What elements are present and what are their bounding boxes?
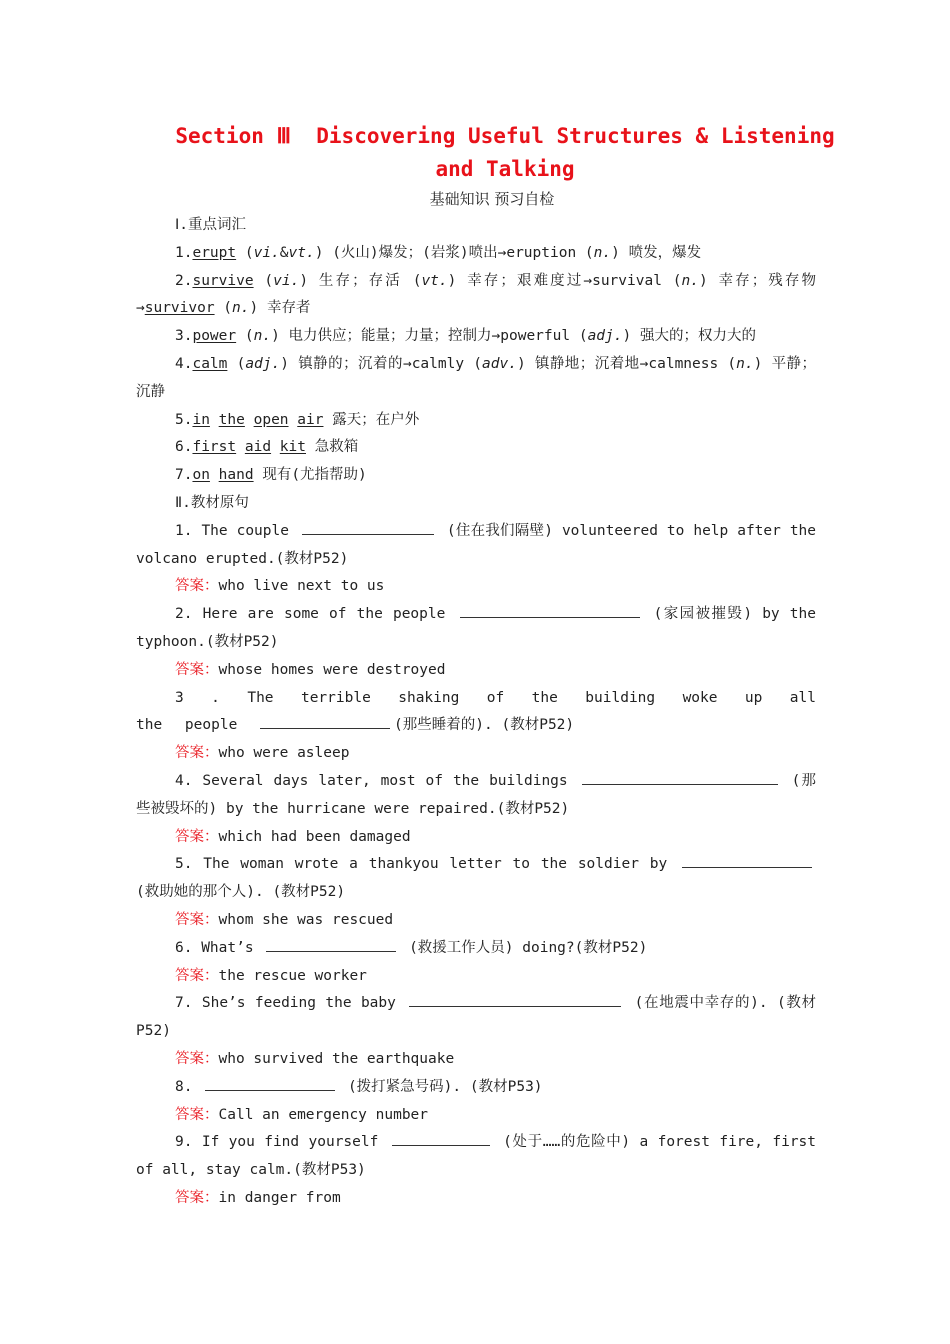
- vocab-meaning: 镇静地；沉着地→calmness: [534, 355, 719, 372]
- sentence-hint: (救援工作人员): [409, 939, 514, 956]
- answer-blank[interactable]: [582, 770, 778, 785]
- vocab-meaning: 幸存者: [266, 300, 311, 317]
- answer-label: 答案：: [175, 745, 219, 762]
- answer-line: [136, 907, 816, 935]
- phrase-word: hand: [218, 467, 254, 484]
- answer-text: who survived the earthquake: [218, 1050, 455, 1067]
- part-of-speech: adj.: [245, 355, 281, 372]
- sentence-hint: (在地震中幸存的).: [634, 995, 768, 1012]
- item-number: 7.: [175, 467, 193, 484]
- part-of-speech: n.: [253, 328, 272, 345]
- item-number: 5.: [175, 856, 193, 873]
- sentence-before: The couple: [201, 522, 289, 539]
- answer-label: 答案：: [175, 1189, 219, 1206]
- sentence-after: doing?(教材P52): [522, 939, 648, 956]
- sentence-item: [136, 768, 816, 824]
- vocab-word: calm: [192, 355, 228, 372]
- phrase-word: in: [192, 411, 210, 428]
- item-number: 2.: [175, 272, 193, 289]
- sentence-after: by the hurricane were repaired.(教材P52): [225, 800, 570, 817]
- item-number: 4.: [175, 355, 193, 372]
- answer-label: 答案：: [175, 661, 219, 678]
- vocab-word: erupt: [192, 244, 237, 261]
- sentence-item: [136, 685, 816, 741]
- sentence-before: She’s feeding the baby: [201, 995, 396, 1012]
- answer-label: 答案：: [175, 911, 219, 928]
- item-number: 1.: [175, 244, 193, 261]
- vocab-word: survive: [192, 272, 254, 289]
- section-title-line2: and Talking: [435, 157, 575, 181]
- item-number: 5.: [175, 411, 193, 428]
- phrase-word: the: [218, 411, 245, 428]
- answer-line: [136, 740, 816, 768]
- answer-blank[interactable]: [392, 1131, 490, 1146]
- answer-blank[interactable]: [260, 714, 390, 729]
- sentence-before: Here are some of the people: [202, 606, 446, 623]
- item-number: 8.: [175, 1078, 193, 1095]
- sentence-before: If you find yourself: [201, 1134, 379, 1151]
- part-of-speech: adv.: [482, 355, 517, 372]
- phrase-word: air: [297, 411, 324, 428]
- vocab-item: 3.power (n.) 电力供应；能量；力量；控制力→powerful (adj.) 强大的；权力大的: [175, 328, 756, 345]
- sentence-after: (教材P52): [501, 717, 575, 734]
- answer-blank[interactable]: [205, 1076, 335, 1091]
- sentence-before: The terrible shaking of the building woke up all the people: [136, 689, 816, 734]
- part-of-speech: vt.: [288, 244, 315, 261]
- sentence-item: [136, 990, 816, 1046]
- sentence-hint: (住在我们隔壁): [446, 522, 553, 539]
- sentence-hint: (那些被毁坏的): [136, 772, 817, 817]
- answer-blank[interactable]: [266, 937, 396, 952]
- item-number: 4.: [175, 772, 193, 789]
- vocab-meaning: 生存；存活: [318, 272, 402, 289]
- answer-line: [136, 657, 816, 685]
- answer-text: in danger from: [218, 1189, 341, 1206]
- vocab-item: [136, 462, 816, 490]
- answer-line: [136, 573, 816, 601]
- part-of-speech: n.: [593, 244, 612, 261]
- phrase-word: kit: [279, 439, 306, 456]
- sentence-after: a forest fire, first of all, stay calm.(教材P53): [136, 1134, 817, 1179]
- part-of-speech: n.: [736, 355, 754, 372]
- sentence-after: (教材P52): [136, 995, 817, 1040]
- section-subtitle: 基础知识 预习自检: [429, 190, 555, 208]
- part-of-speech: n.: [681, 272, 699, 289]
- vocab-meaning: 幸存；艰难度过→survival: [467, 272, 662, 289]
- item-number: 7.: [175, 995, 193, 1012]
- answer-label: 答案：: [175, 1106, 219, 1123]
- sentence-hint: (救助她的那个人).: [136, 884, 264, 901]
- part-of-speech: n.: [232, 300, 250, 317]
- sentence-hint: (那些睡着的).: [394, 717, 493, 734]
- part-of-speech: vi.: [273, 272, 300, 289]
- phrase-word: open: [253, 411, 289, 428]
- answer-line: [136, 1185, 816, 1213]
- arrow: →: [136, 300, 145, 317]
- answer-text: who were asleep: [218, 745, 350, 762]
- answer-line: [136, 1046, 816, 1074]
- sentence-item: [136, 601, 816, 657]
- item-number: 3 .: [175, 689, 220, 706]
- section-title-line1: Section Ⅲ Discovering Useful Structures & Listening: [175, 124, 835, 148]
- sentence-item: [136, 518, 816, 574]
- sentence-item: [136, 935, 816, 963]
- vocab-item: 4.calm (adj.) 镇静的；沉着的→calmly (adv.) 镇静地；沉着地→calmness (n.) 平静；沉静: [136, 355, 816, 400]
- answer-label: 答案：: [175, 967, 219, 984]
- vocab-item: 1.erupt (vi.&vt.) (火山)爆发；(岩浆)喷出→eruption (n.) 喷发，爆发: [175, 244, 702, 261]
- vocab-meaning: (火山)爆发；(岩浆)喷出→eruption: [332, 244, 577, 261]
- answer-blank[interactable]: [409, 992, 621, 1007]
- answer-text: Call an emergency number: [218, 1106, 429, 1123]
- vocab-meaning: 现有(尤指帮助): [262, 467, 367, 484]
- phrase-word: first: [192, 439, 237, 456]
- vocab-meaning: 电力供应；能量；力量；控制力→powerful: [288, 328, 571, 345]
- vocab-word: power: [192, 328, 237, 345]
- sentence-item: [136, 1074, 816, 1102]
- vocab-meaning: 急救箱: [314, 439, 359, 456]
- sentence-after: (教材P53): [469, 1078, 543, 1095]
- sentence-hint: (家园被摧毁): [653, 606, 753, 623]
- sentence-after: volunteered to help after the volcano erupted.(教材P52): [136, 522, 817, 567]
- answer-blank[interactable]: [460, 603, 640, 618]
- vocab-meaning: 强大的；权力大的: [639, 328, 756, 345]
- answer-label: 答案：: [175, 1050, 219, 1067]
- item-number: 2.: [175, 606, 193, 623]
- answer-blank[interactable]: [682, 853, 812, 868]
- answer-line: [136, 1102, 816, 1130]
- item-number: 1.: [175, 522, 193, 539]
- pos-separator: &: [279, 244, 289, 261]
- item-number: 6.: [175, 939, 193, 956]
- part-of-speech: vi.: [253, 244, 280, 261]
- answer-text: whose homes were destroyed: [218, 661, 446, 678]
- item-number: 6.: [175, 439, 193, 456]
- sentences-heading: Ⅱ.教材原句: [175, 494, 249, 511]
- sentence-after: (教材P52): [272, 884, 346, 901]
- vocab-meaning: 露天；在户外: [332, 411, 420, 428]
- answer-line: [136, 824, 816, 852]
- sentence-after: by the typhoon.(教材P52): [136, 606, 816, 650]
- item-number: 9.: [175, 1134, 193, 1151]
- part-of-speech: adj.: [587, 328, 623, 345]
- sentence-before: Several days later, most of the buildings: [202, 772, 568, 789]
- answer-line: [136, 963, 816, 991]
- answer-text: whom she was rescued: [218, 911, 394, 928]
- phrase-word: on: [192, 467, 210, 484]
- answer-label: 答案：: [175, 828, 219, 845]
- vocab-meaning: 平静；沉静: [136, 355, 816, 400]
- answer-text: who live next to us: [218, 578, 385, 595]
- sentence-before: What’s: [201, 939, 254, 956]
- answer-blank[interactable]: [302, 520, 434, 535]
- phrase-word: aid: [244, 439, 272, 456]
- sentence-item: [136, 1129, 816, 1185]
- sentence-item: [136, 851, 816, 907]
- vocab-item: [136, 434, 816, 462]
- vocab-item: 2.survive (vi.) 生存；存活 (vt.) 幸存；艰难度过→survival (n.) 幸存；残存物→survivor (n.) 幸存者: [136, 272, 816, 317]
- answer-label: 答案：: [175, 578, 219, 595]
- vocab-meaning: 幸存；残存物: [718, 272, 816, 289]
- vocab-meaning: 喷发，爆发: [628, 244, 702, 261]
- answer-text: which had been damaged: [218, 828, 411, 845]
- answer-text: the rescue worker: [218, 967, 367, 984]
- sentence-hint: (拨打紧急号码).: [347, 1078, 462, 1095]
- item-number: 3.: [175, 328, 193, 345]
- sentence-before: The woman wrote a thankyou letter to the soldier by: [203, 856, 668, 873]
- vocab-heading: Ⅰ.重点词汇: [175, 217, 247, 233]
- document-body: [136, 212, 816, 1213]
- sentence-hint: (处于……的危险中): [503, 1134, 631, 1151]
- vocab-meaning: 镇静的；沉着的→calmly: [298, 355, 465, 372]
- section-title: [140, 120, 870, 186]
- vocab-word: survivor: [144, 300, 215, 317]
- part-of-speech: vt.: [421, 272, 448, 289]
- vocab-item: [136, 407, 816, 435]
